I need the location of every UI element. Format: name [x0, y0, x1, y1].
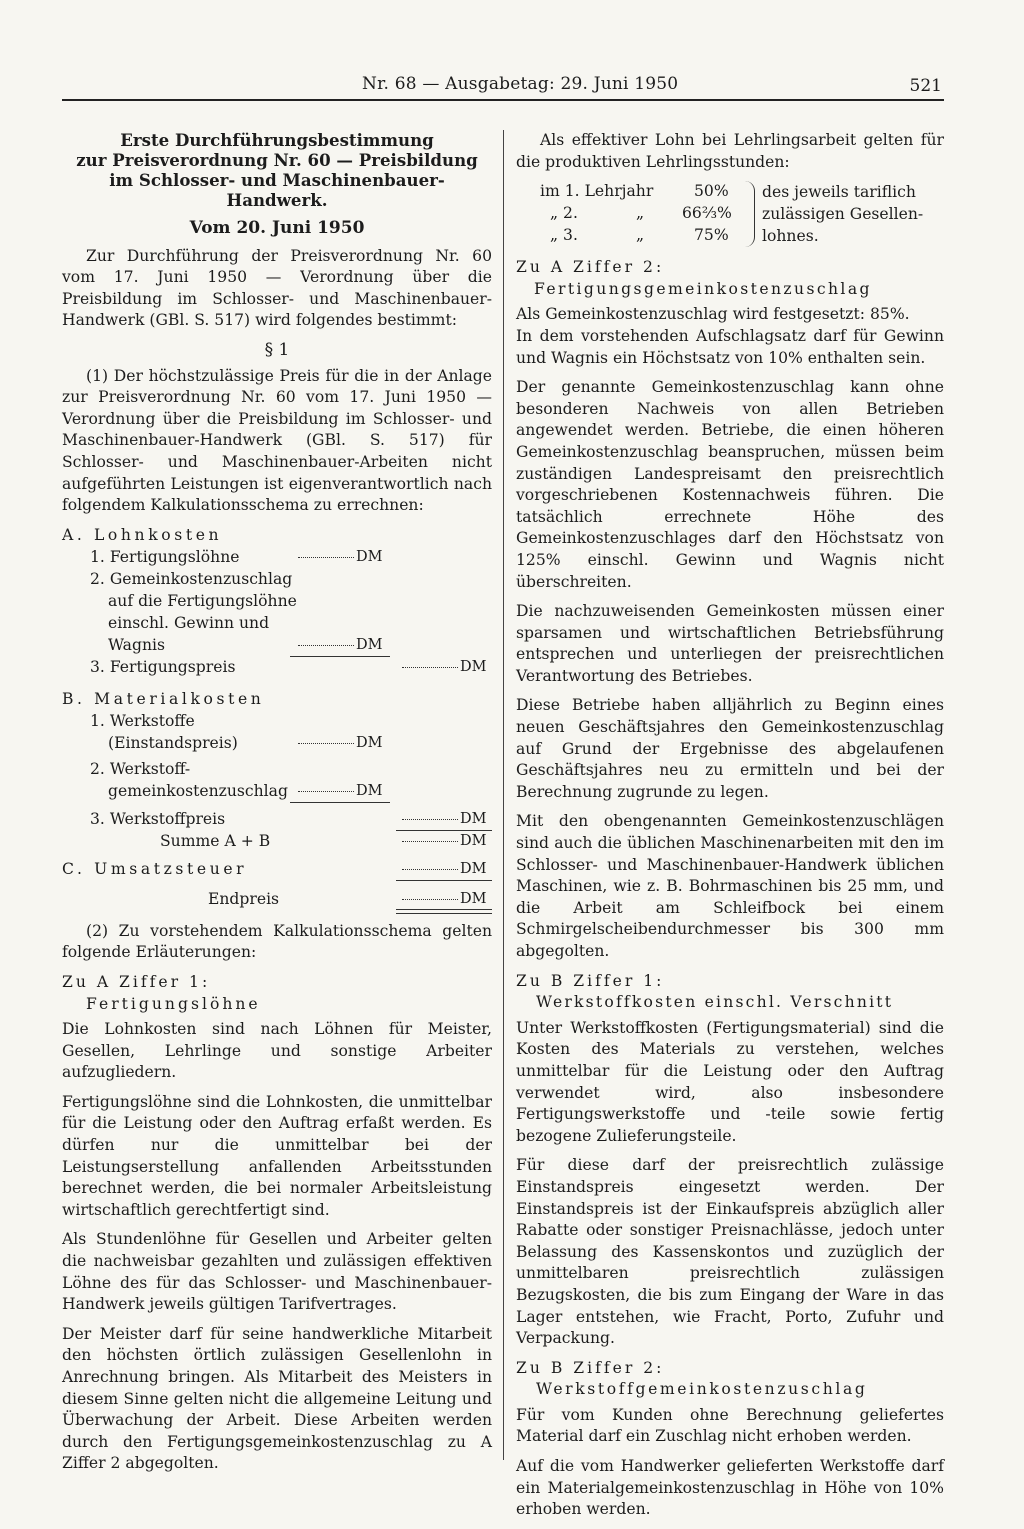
lehr-note: des jeweils tariflich zulässigen Gesellen- lohnes. [762, 183, 924, 246]
column-divider [503, 130, 504, 1460]
calc-amount: DM [298, 733, 382, 755]
subsection-ref: Zu B Ziffer 1: [516, 971, 665, 990]
subsection-title: Werkstoffgemeinkostenzuschlag [536, 1380, 868, 1399]
calc-amount: DM [402, 889, 486, 911]
paragraph: Fertigungslöhne sind die Lohnkosten, die unmittelbar für die Leistung oder den Auftrag erfaßt werden. Es dürfen nur die unmittelbar bei der Leistungserstellung anfallenden Arbeitsstunden berechnet werden, die bei normaler Arbeitsleistung wirtschaftlich gerechtfertigt sind. [62, 1092, 492, 1219]
calc-label: 3. Werkstoffpreis [90, 809, 226, 828]
calc-row [62, 635, 492, 657]
calc-amount: DM [402, 809, 486, 831]
calc-row [62, 781, 492, 803]
calc-amount: DM [298, 781, 382, 803]
calc-label: 1. Werkstoffe [90, 711, 195, 730]
subsection-ref: Zu A Ziffer 2: [516, 258, 665, 277]
calc-row [62, 591, 492, 613]
lehr-label: „ 2. [550, 204, 578, 223]
paragraph: Mit den obengenannten Gemeinkostenzuschlägen sind auch die üblichen Maschinenarbeiten mit den im Schlosser- und Maschinenbauer-Handwerk üblichen Maschinen, wie z. B. Bohrmaschinen bis 25 mm, und die Arbeit am Schleifbock bei einem Schmirgelscheibendurchmesser bis 300 mm abgegolten. [516, 812, 944, 960]
document-date: Vom 20. Juni 1950 [189, 218, 365, 238]
paragraph: Unter Werkstoffkosten (Fertigungsmaterial) sind die Kosten des Materials zu verstehen, welches unmittelbar für die Leistung oder den Auftrag verwendet wird, also insbesondere Fertigungswerkstoffe und -teile sowie fertig bezogene Zulieferungsteile. [516, 1018, 944, 1145]
calc-label: 1. Fertigungslöhne [90, 547, 240, 566]
calc-amount: DM [402, 859, 486, 881]
calc-row [62, 613, 492, 635]
calc-row [62, 809, 492, 831]
calc-row [62, 657, 492, 679]
subsection-a1 [62, 972, 492, 1015]
subsection-title: Fertigungsgemeinkostenzuschlag [534, 279, 872, 298]
calc-label: 3. Fertigungspreis [90, 657, 236, 676]
calc-row [62, 759, 492, 781]
calc-label: Summe A + B [160, 831, 271, 850]
section-heading: § 1 [264, 339, 290, 360]
calc-label: gemeinkostenzuschlag [108, 781, 288, 800]
calc-heading-a: A. Lohnkosten [62, 525, 223, 544]
calc-amount: DM [298, 547, 382, 569]
calc-row [62, 889, 492, 911]
paragraph-1: (1) Der höchstzulässige Preis für die in der Anlage zur Preisverordnung Nr. 60 vom 17. Juni 1950 — Verordnung über die Preisbildung im Schlosser- und Maschinenbauer-Handwerk (GBl. S. 517) für Schlosser- und Maschinenbauer-Arbeiten nicht aufgeführten Leistungen ist eigenverantwortlich nach folgendem Kalkulationsschema zu errechnen: [62, 366, 492, 515]
header-rule [62, 99, 944, 101]
calc-amount: DM [402, 831, 486, 853]
title-line: im Schlosser- und Maschinenbauer-Handwerk. [109, 170, 445, 210]
calc-row [62, 733, 492, 755]
brace [744, 181, 755, 247]
left-column [62, 130, 492, 1483]
calc-label: 2. Werkstoff- [90, 759, 191, 778]
calc-row [62, 831, 492, 853]
paragraph: Als Gemeinkostenzuschlag wird festgesetzt: 85%. [516, 305, 910, 324]
calc-label: einschl. Gewinn und [108, 613, 270, 632]
calc-label: 2. Gemeinkostenzuschlag [90, 569, 293, 588]
total-double-rule [396, 909, 492, 914]
lehr-ditto: „ [636, 226, 645, 245]
subsection-ref: Zu B Ziffer 2: [516, 1358, 665, 1377]
calc-amount: DM [298, 635, 382, 657]
lehr-value: 50% [694, 182, 729, 201]
intro-paragraph: Zur Durchführung der Preisverordnung Nr. 60 vom 17. Juni 1950 — Verordnung über die Preisbildung im Schlosser- und Maschinenbauer-Handwerk (GBl. S. 517) wird folgendes bestimmt: [62, 246, 492, 330]
right-column [516, 130, 944, 1529]
calc-label: Endpreis [208, 889, 280, 908]
title-line: zur Preisverordnung Nr. 60 — Preisbildung [76, 150, 478, 170]
calc-row [62, 547, 492, 569]
calc-row [62, 569, 492, 591]
subtotal-rule [396, 880, 492, 881]
page-number: 521 [909, 76, 942, 96]
calc-label: auf die Fertigungslöhne [108, 591, 297, 610]
calc-label: (Einstandspreis) [108, 733, 238, 752]
calc-label: Wagnis [108, 635, 165, 654]
paragraph-2: (2) Zu vorstehendem Kalkulationsschema gelten folgende Erläuterungen: [62, 921, 492, 962]
paragraph: Der genannte Gemeinkostenzuschlag kann ohne besonderen Nachweis von allen Betrieben angewendet werden. Betriebe, die einen höheren Gemeinkostenzuschlag beanspruchen, müssen beim zuständigen Landespreisamt den preisrechtlich vorgeschriebenen Kostennachweis führen. Die tatsächlich errechnete Höhe des Gemeinkostenzuschlages darf den Höchstsatz von 125% einschl. Gewinn und Wagnis nicht überschreiten. [516, 378, 944, 591]
calc-heading-b: B. Materialkosten [62, 689, 265, 708]
paragraph: Der Meister darf für seine handwerkliche Mitarbeit den höchsten örtlich zulässigen Gesellenlohn in Anrechnung bringen. Als Mitarbeit des Meisters in diesem Sinne gelten nicht die allgemeine Leitung und Überwachung der Arbeit. Diese Arbeiten werden durch den Fertigungsgemeinkostenzuschlag zu A Ziffer 2 abgegolten. [62, 1324, 492, 1473]
calc-heading-c: C. Umsatzsteuer DM [62, 859, 492, 881]
subsection-b1 [516, 971, 944, 1014]
lehr-value: 75% [694, 226, 729, 245]
paragraph: Die Lohnkosten sind nach Löhnen für Meister, Gesellen, Lehrlinge und sonstige Arbeiter aufzugliedern. [62, 1020, 492, 1082]
page-header [62, 72, 944, 104]
subsection-a2 [516, 257, 944, 300]
subtotal-rule [290, 802, 390, 803]
paragraph: Für vom Kunden ohne Berechnung geliefertes Material darf ein Zuschlag nicht erhoben werden. [516, 1405, 944, 1446]
title-line: Erste Durchführungsbestimmung [120, 130, 434, 150]
lehr-value: 66⅔% [682, 204, 732, 223]
lehr-ditto: „ [636, 204, 645, 223]
lehr-label: im 1. Lehrjahr [540, 182, 654, 201]
paragraph: Diese Betriebe haben alljährlich zu Beginn eines neuen Geschäftsjahres den Gemeinkostenzuschlag auf Grund der Ergebnisse des abgelaufenen Geschäftsjahres neu zu ermitteln und bei der Berechnung zugrunde zu legen. [516, 696, 944, 801]
calculation-scheme [62, 525, 492, 911]
paragraph: Auf die vom Handwerker gelieferten Werkstoffe darf ein Materialgemeinkostenzuschlag in Höhe von 10% erhoben werden. [516, 1457, 944, 1519]
paragraph: Für diese darf der preisrechtlich zulässige Einstandspreis eingesetzt werden. Der Einstandspreis ist der Einkaufspreis abzüglich aller Rabatte oder sonstiger Preisnachlässe, jedoch unter Belassung des Kassenskontos und zuzüglich der unmittelbaren preisrechtlich zulässigen Bezugskosten, die bis zum Eingang der Ware in das Lager entstehen, wie Fracht, Porto, Zufuhr und Verpackung. [516, 1156, 944, 1348]
document-title [62, 130, 492, 210]
subsection-b2 [516, 1358, 944, 1401]
subsection-title: Werkstoffkosten einschl. Verschnitt [536, 993, 894, 1012]
paragraph: Als Stundenlöhne für Gesellen und Arbeiter gelten die nachweisbar gezahlten und zulässigen effektiven Löhne des für das Schlosser- und Maschinenbauer-Handwerk jeweils gültigen Tarifvertrages. [62, 1230, 492, 1314]
calc-row [62, 711, 492, 733]
paragraph: Die nachzuweisenden Gemeinkosten müssen einer sparsamen und wirtschaftlichen Betriebsführung entsprechen und unterliegen der preisrechtlichen Verantwortung des Betriebes. [516, 602, 944, 685]
issue-line: Nr. 68 — Ausgabetag: 29. Juni 1950 [362, 74, 679, 94]
lehr-label: „ 3. [550, 226, 578, 245]
paragraph: Als effektiver Lohn bei Lehrlingsarbeit gelten für die produktiven Lehrlingsstunden: [516, 131, 944, 171]
apprentice-wage-table [516, 181, 944, 251]
subsection-ref: Zu A Ziffer 1: [62, 972, 211, 991]
subsection-title: Fertigungslöhne [86, 994, 261, 1013]
paragraph: In dem vorstehenden Aufschlagsatz darf für Gewinn und Wagnis ein Höchstsatz von 10% enthalten sein. [516, 326, 944, 367]
calc-amount: DM [402, 657, 486, 679]
